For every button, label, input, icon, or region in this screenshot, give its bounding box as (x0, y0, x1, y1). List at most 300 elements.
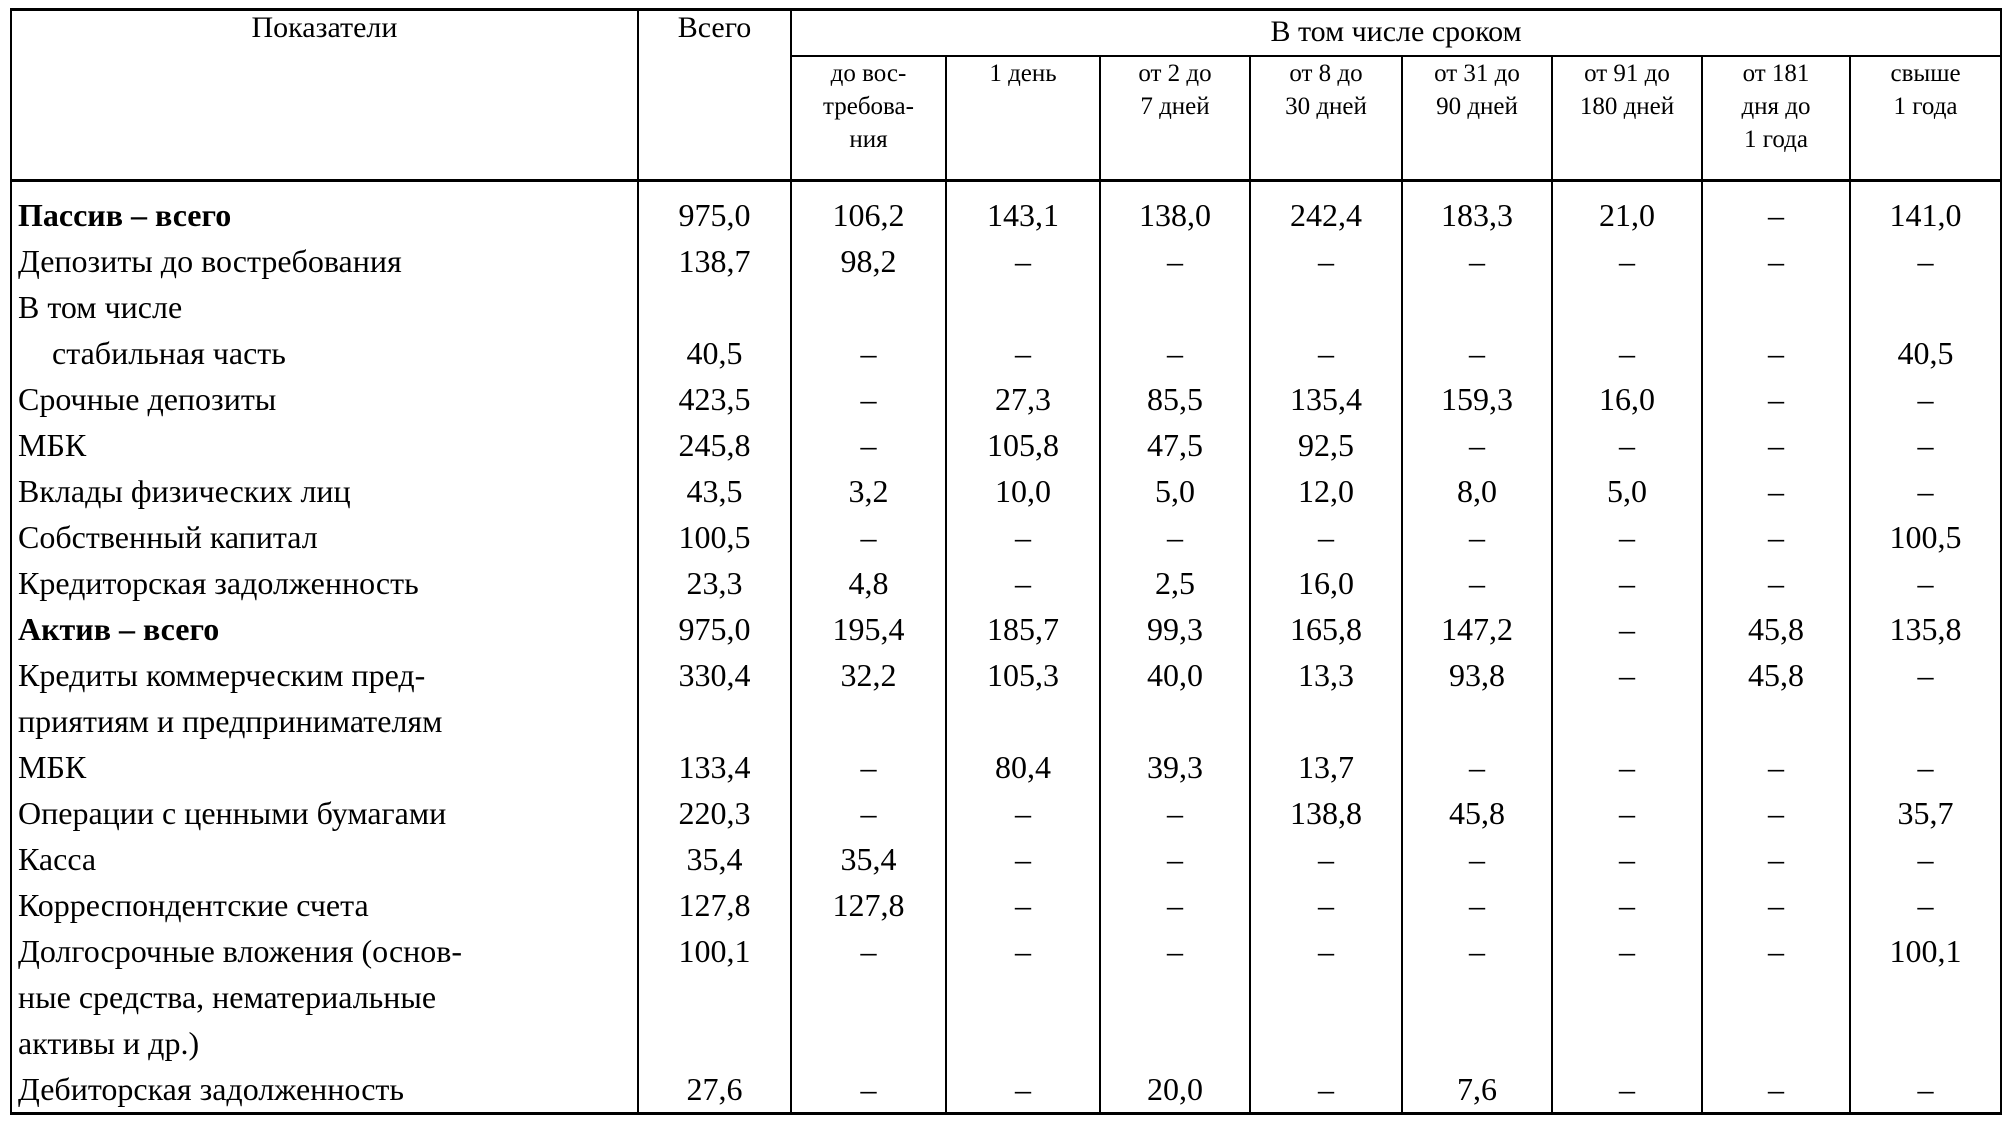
cell-term-2 (1100, 560, 1250, 606)
cell-total (638, 882, 791, 928)
cell-term-7 (1850, 652, 2001, 744)
cell-value: 975,0 (678, 611, 751, 647)
cell-value: 138,8 (1290, 795, 1362, 831)
cell-value: – (1917, 749, 1934, 785)
row-label (11, 836, 638, 882)
cell-value: – (1619, 887, 1635, 923)
cell-term-0 (791, 238, 946, 284)
cell-term-4 (1402, 744, 1552, 790)
cell-value: – (1469, 519, 1485, 555)
cell-term-5 (1552, 744, 1702, 790)
cell-value: – (1917, 841, 1934, 877)
cell-value: – (1768, 243, 1784, 279)
cell-value: – (1619, 335, 1635, 371)
cell-total (638, 376, 791, 422)
cell-term-6 (1702, 836, 1850, 882)
row-label (11, 652, 638, 744)
cell-value: – (1619, 749, 1635, 785)
cell-value: 100,1 (1889, 933, 1962, 969)
cell-term-2 (1100, 606, 1250, 652)
cell-term-2 (1100, 836, 1250, 882)
cell-value: – (1619, 427, 1635, 463)
header-term-line: 30 дней (1285, 93, 1367, 120)
cell-term-5 (1552, 514, 1702, 560)
cell-term-0 (791, 560, 946, 606)
cell-value: 3,2 (848, 473, 889, 509)
cell-value: – (1917, 565, 1934, 601)
cell-term-3 (1250, 606, 1402, 652)
cell-term-2 (1100, 882, 1250, 928)
cell-term-7 (1850, 1066, 2001, 1114)
cell-term-2 (1100, 376, 1250, 422)
maturity-table (10, 8, 2002, 1115)
cell-value: 135,4 (1290, 381, 1362, 417)
cell-value: – (1768, 565, 1784, 601)
cell-term-0 (791, 652, 946, 744)
cell-value: 45,8 (1449, 795, 1505, 831)
cell-term-7 (1850, 928, 2001, 1066)
header-term-2 (1100, 56, 1250, 181)
row-label (11, 376, 638, 422)
header-term-line: от 2 до (1138, 60, 1212, 87)
cell-term-4 (1402, 1066, 1552, 1114)
cell-term-1 (946, 882, 1100, 928)
cell-value: 43,5 (686, 473, 743, 509)
cell-term-1 (946, 181, 1100, 239)
cell-term-5 (1552, 560, 1702, 606)
cell-value: – (1469, 565, 1485, 601)
cell-value: 185,7 (987, 611, 1059, 647)
cell-value: – (860, 381, 877, 417)
cell-value: 35,7 (1897, 795, 1954, 831)
cell-value: – (1167, 933, 1183, 969)
cell-value: – (1015, 933, 1031, 969)
table-row (11, 422, 2001, 468)
header-term-line: от 8 до (1289, 60, 1363, 87)
header-term-3 (1250, 56, 1402, 181)
header-term-7 (1850, 56, 2001, 181)
cell-term-4 (1402, 790, 1552, 836)
table-row (11, 652, 2001, 744)
cell-value: 135,8 (1889, 611, 1962, 647)
cell-value: 45,8 (1748, 611, 1804, 647)
cell-term-6 (1702, 1066, 1850, 1114)
table-row (11, 181, 2001, 239)
cell-value: 35,4 (686, 841, 743, 877)
cell-value: 40,5 (686, 335, 743, 371)
cell-term-6 (1702, 181, 1850, 239)
cell-value: 13,7 (1298, 749, 1354, 785)
cell-value: 127,8 (832, 887, 905, 923)
cell-term-0 (791, 744, 946, 790)
cell-value: – (860, 749, 877, 785)
cell-term-5 (1552, 1066, 1702, 1114)
cell-value: – (1917, 243, 1934, 279)
cell-value: 20,0 (1147, 1071, 1203, 1107)
cell-value: 40,5 (1897, 335, 1954, 371)
header-term-line: 7 дней (1140, 93, 1210, 120)
cell-term-5 (1552, 238, 1702, 284)
row-label (11, 284, 638, 376)
cell-term-4 (1402, 284, 1552, 376)
cell-value: 133,4 (678, 749, 751, 785)
row-label-line: МБК (18, 749, 87, 785)
cell-value: 7,6 (1457, 1071, 1497, 1107)
cell-value: 105,8 (987, 427, 1059, 463)
header-term-line: от 91 до (1584, 60, 1670, 87)
cell-term-0 (791, 376, 946, 422)
cell-total (638, 606, 791, 652)
cell-value: – (1167, 795, 1183, 831)
row-label (11, 422, 638, 468)
cell-term-6 (1702, 468, 1850, 514)
row-label-line: Депозиты до востребования (18, 243, 402, 279)
cell-value: – (1917, 887, 1934, 923)
cell-term-3 (1250, 1066, 1402, 1114)
cell-value: 93,8 (1449, 657, 1505, 693)
cell-value: – (860, 519, 877, 555)
cell-value: – (860, 795, 877, 831)
cell-value: – (1469, 933, 1485, 969)
cell-value: – (1318, 933, 1334, 969)
header-term-line: 90 дней (1436, 93, 1518, 120)
cell-value: 127,8 (678, 887, 751, 923)
row-label-line: Пассив – всего (18, 197, 232, 233)
cell-term-0 (791, 514, 946, 560)
cell-value: – (1318, 243, 1334, 279)
cell-term-6 (1702, 928, 1850, 1066)
cell-value: 35,4 (840, 841, 897, 877)
row-label-line: ные средства, нематериальные (18, 979, 437, 1015)
cell-term-1 (946, 422, 1100, 468)
cell-term-1 (946, 790, 1100, 836)
cell-value: – (860, 933, 877, 969)
cell-value: – (1469, 427, 1485, 463)
cell-value: 195,4 (832, 611, 905, 647)
header-term-5 (1552, 56, 1702, 181)
cell-value: – (1619, 1071, 1635, 1107)
table-row (11, 468, 2001, 514)
cell-total (638, 468, 791, 514)
cell-value: 45,8 (1748, 657, 1804, 693)
cell-term-7 (1850, 882, 2001, 928)
cell-value: 8,0 (1457, 473, 1497, 509)
cell-value: 12,0 (1298, 473, 1354, 509)
cell-term-5 (1552, 284, 1702, 376)
cell-value: – (860, 427, 877, 463)
cell-term-3 (1250, 284, 1402, 376)
cell-term-5 (1552, 882, 1702, 928)
cell-term-7 (1850, 376, 2001, 422)
cell-term-7 (1850, 790, 2001, 836)
cell-term-3 (1250, 744, 1402, 790)
cell-value: 245,8 (678, 427, 751, 463)
row-label-line: Дебиторская задолженность (18, 1071, 404, 1107)
row-label-line: Собственный капитал (18, 519, 318, 555)
cell-value: – (1619, 243, 1635, 279)
table-row (11, 560, 2001, 606)
header-term-4 (1402, 56, 1552, 181)
cell-value: 5,0 (1607, 473, 1647, 509)
cell-value: – (860, 335, 877, 371)
cell-term-3 (1250, 376, 1402, 422)
cell-term-6 (1702, 514, 1850, 560)
cell-term-0 (791, 790, 946, 836)
cell-value: – (1469, 749, 1485, 785)
cell-term-1 (946, 836, 1100, 882)
table-row (11, 376, 2001, 422)
cell-term-5 (1552, 468, 1702, 514)
cell-term-1 (946, 238, 1100, 284)
cell-term-7 (1850, 606, 2001, 652)
cell-value: 80,4 (995, 749, 1051, 785)
cell-term-3 (1250, 836, 1402, 882)
cell-term-2 (1100, 744, 1250, 790)
cell-term-4 (1402, 181, 1552, 239)
cell-value: – (1015, 1071, 1031, 1107)
cell-value: 975,0 (678, 197, 751, 233)
row-label (11, 744, 638, 790)
header-indicator: Показатели (11, 10, 638, 181)
cell-term-4 (1402, 606, 1552, 652)
cell-term-3 (1250, 238, 1402, 284)
cell-term-6 (1702, 284, 1850, 376)
cell-value: 165,8 (1290, 611, 1362, 647)
cell-term-6 (1702, 882, 1850, 928)
cell-term-7 (1850, 744, 2001, 790)
cell-value: – (1318, 887, 1334, 923)
cell-value: – (1469, 243, 1485, 279)
cell-value: – (1917, 427, 1934, 463)
cell-value: 159,3 (1441, 381, 1513, 417)
cell-value: – (1768, 749, 1784, 785)
cell-term-5 (1552, 181, 1702, 239)
cell-term-5 (1552, 928, 1702, 1066)
cell-term-5 (1552, 606, 1702, 652)
row-label-line: Касса (18, 841, 97, 877)
cell-value: – (1768, 335, 1784, 371)
row-label-line: Долгосрочные вложения (основ- (18, 933, 463, 969)
cell-value: 2,5 (1155, 565, 1195, 601)
cell-term-1 (946, 468, 1100, 514)
cell-value: – (1768, 197, 1784, 233)
table-header (11, 10, 2001, 181)
header-term-line: 1 года (1893, 93, 1958, 120)
cell-term-2 (1100, 422, 1250, 468)
cell-value: 39,3 (1147, 749, 1203, 785)
row-label (11, 560, 638, 606)
header-term-line: требова- (823, 93, 914, 120)
cell-term-6 (1702, 744, 1850, 790)
cell-value: 100,5 (1889, 519, 1962, 555)
row-label-line: стабильная часть (52, 335, 286, 371)
cell-value: 47,5 (1147, 427, 1203, 463)
cell-term-5 (1552, 422, 1702, 468)
header-term-line: дня до (1741, 93, 1811, 120)
table-row (11, 238, 2001, 284)
cell-term-4 (1402, 238, 1552, 284)
cell-term-4 (1402, 376, 1552, 422)
cell-term-1 (946, 376, 1100, 422)
cell-term-5 (1552, 790, 1702, 836)
cell-value: – (1768, 381, 1784, 417)
cell-value: 106,2 (832, 197, 905, 233)
cell-value: 100,5 (678, 519, 751, 555)
row-label (11, 468, 638, 514)
row-label-line: Корреспондентские счета (18, 887, 369, 923)
cell-term-3 (1250, 468, 1402, 514)
cell-total (638, 284, 791, 376)
header-term-line: от 31 до (1434, 60, 1520, 87)
cell-value: 105,3 (987, 657, 1059, 693)
cell-term-1 (946, 1066, 1100, 1114)
table-row (11, 284, 2001, 376)
cell-term-3 (1250, 560, 1402, 606)
cell-value: 4,8 (848, 565, 889, 601)
cell-term-1 (946, 514, 1100, 560)
cell-term-4 (1402, 928, 1552, 1066)
cell-total (638, 238, 791, 284)
cell-value: 138,7 (678, 243, 751, 279)
cell-term-7 (1850, 468, 2001, 514)
cell-term-0 (791, 882, 946, 928)
cell-total (638, 836, 791, 882)
cell-term-2 (1100, 928, 1250, 1066)
cell-total (638, 514, 791, 560)
row-label-line: Актив – всего (18, 611, 220, 647)
cell-total (638, 181, 791, 239)
header-term-6 (1702, 56, 1850, 181)
table-row (11, 790, 2001, 836)
cell-value: – (1167, 841, 1183, 877)
row-label (11, 238, 638, 284)
cell-value: – (1015, 335, 1031, 371)
cell-term-6 (1702, 790, 1850, 836)
cell-term-4 (1402, 652, 1552, 744)
cell-term-4 (1402, 836, 1552, 882)
cell-term-1 (946, 652, 1100, 744)
cell-term-2 (1100, 514, 1250, 560)
cell-value: – (1015, 565, 1031, 601)
cell-value: – (1768, 427, 1784, 463)
cell-value: 138,0 (1139, 197, 1211, 233)
cell-term-5 (1552, 652, 1702, 744)
cell-value: – (1917, 473, 1934, 509)
cell-value: 40,0 (1147, 657, 1203, 693)
cell-value: – (1619, 841, 1635, 877)
cell-term-7 (1850, 514, 2001, 560)
cell-value: – (1318, 841, 1334, 877)
cell-term-2 (1100, 468, 1250, 514)
header-group: В том числе сроком (791, 10, 2001, 57)
cell-term-4 (1402, 560, 1552, 606)
cell-value: – (1768, 887, 1784, 923)
table-row (11, 514, 2001, 560)
cell-term-0 (791, 606, 946, 652)
cell-term-2 (1100, 284, 1250, 376)
cell-term-0 (791, 468, 946, 514)
cell-term-6 (1702, 238, 1850, 284)
cell-total (638, 652, 791, 744)
row-label (11, 606, 638, 652)
cell-term-2 (1100, 790, 1250, 836)
cell-value: 32,2 (840, 657, 897, 693)
cell-value: – (1917, 1071, 1934, 1107)
cell-value: 13,3 (1298, 657, 1354, 693)
cell-value: – (1768, 473, 1784, 509)
cell-value: 23,3 (686, 565, 743, 601)
cell-value: – (1015, 519, 1031, 555)
row-label (11, 1066, 638, 1114)
cell-term-2 (1100, 652, 1250, 744)
cell-term-3 (1250, 181, 1402, 239)
row-label-line: Операции с ценными бумагами (18, 795, 447, 831)
header-term-line: 180 дней (1579, 93, 1675, 120)
table-row (11, 606, 2001, 652)
cell-value: 220,3 (678, 795, 751, 831)
cell-value: – (860, 1071, 877, 1107)
table-row (11, 836, 2001, 882)
row-label-line: МБК (18, 427, 87, 463)
cell-term-6 (1702, 560, 1850, 606)
cell-value: 98,2 (840, 243, 897, 279)
cell-value: 5,0 (1155, 473, 1195, 509)
header-total: Всего (638, 10, 791, 181)
header-term-line: от 181 (1742, 60, 1810, 87)
cell-total (638, 928, 791, 1066)
cell-value: – (1619, 519, 1635, 555)
cell-term-4 (1402, 882, 1552, 928)
cell-value: – (1768, 1071, 1784, 1107)
table-row (11, 882, 2001, 928)
cell-value: – (1318, 519, 1334, 555)
cell-term-1 (946, 928, 1100, 1066)
header-term-0 (791, 56, 946, 181)
cell-term-0 (791, 928, 946, 1066)
row-label-line: Срочные депозиты (18, 381, 277, 417)
cell-value: 27,3 (995, 381, 1051, 417)
cell-value: – (1768, 795, 1784, 831)
cell-value: – (1015, 887, 1031, 923)
cell-term-2 (1100, 181, 1250, 239)
cell-value: – (1167, 335, 1183, 371)
cell-value: – (1469, 887, 1485, 923)
header-term-line: до вос- (830, 60, 907, 87)
row-label-line: активы и др.) (18, 1025, 200, 1061)
row-label (11, 882, 638, 928)
header-term-line: 1 день (989, 60, 1057, 87)
cell-term-0 (791, 284, 946, 376)
cell-value: – (1619, 611, 1635, 647)
row-label-line: Кредиторская задолженность (18, 565, 419, 601)
cell-value: 183,3 (1441, 197, 1513, 233)
cell-term-7 (1850, 422, 2001, 468)
row-label (11, 928, 638, 1066)
cell-value: – (1015, 243, 1031, 279)
cell-term-6 (1702, 422, 1850, 468)
cell-term-1 (946, 744, 1100, 790)
table-body (11, 181, 2001, 1114)
cell-term-0 (791, 181, 946, 239)
cell-value: – (1619, 657, 1635, 693)
cell-value: 147,2 (1441, 611, 1513, 647)
cell-term-4 (1402, 422, 1552, 468)
cell-total (638, 1066, 791, 1114)
cell-value: – (1167, 887, 1183, 923)
cell-term-1 (946, 560, 1100, 606)
row-label (11, 181, 638, 239)
cell-term-2 (1100, 238, 1250, 284)
